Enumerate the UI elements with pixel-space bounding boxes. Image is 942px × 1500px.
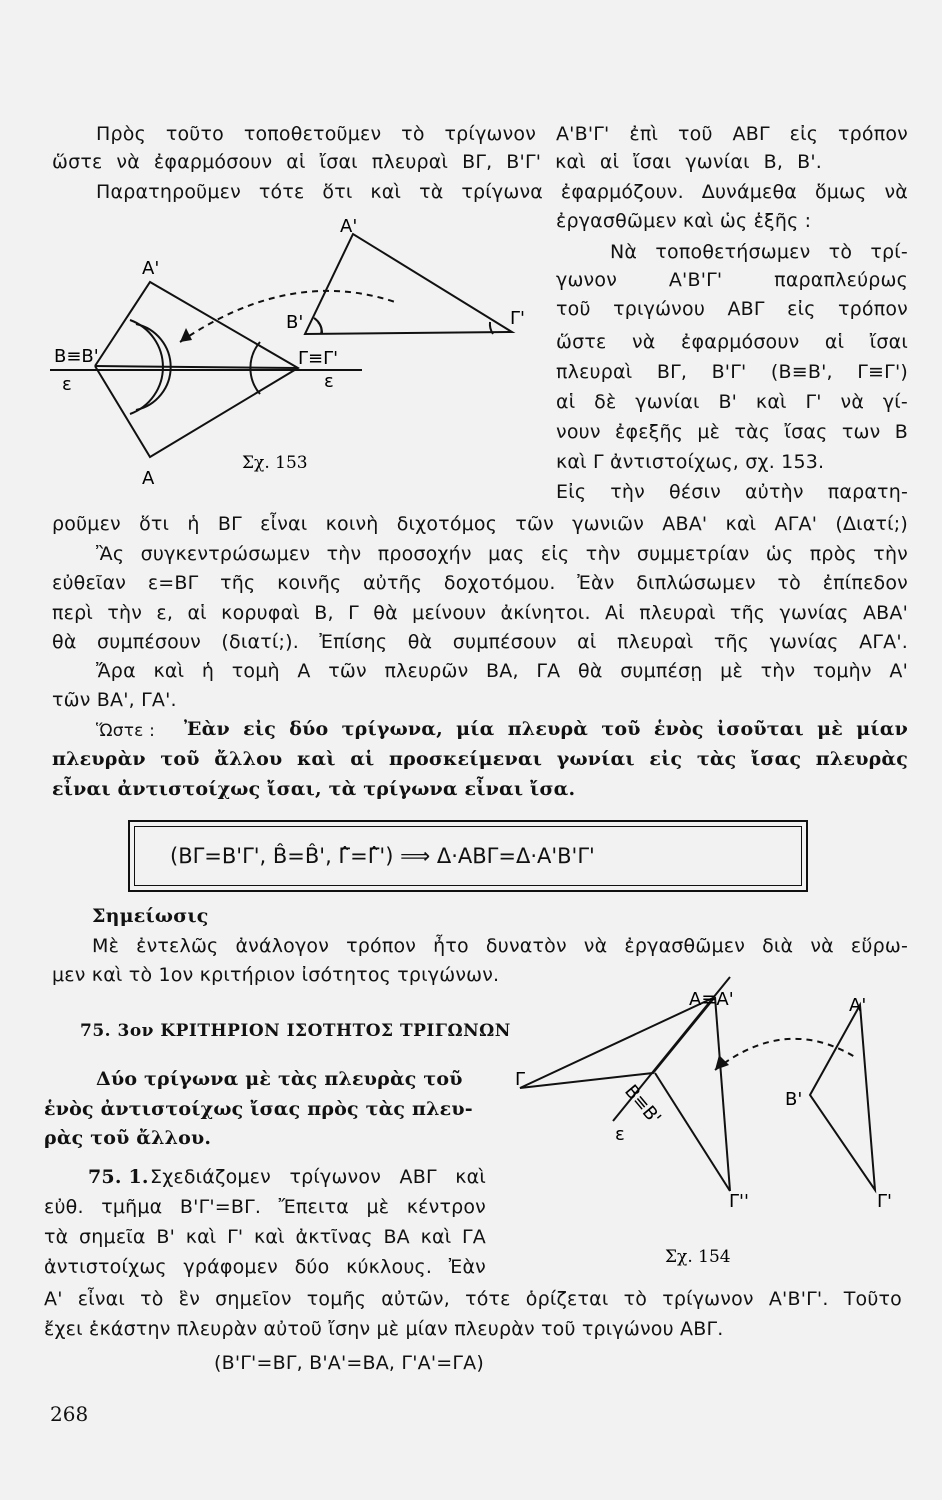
text-line: περὶ τὴν ε, αἱ κορυφαὶ Β, Γ θὰ μείνουν ἀκίνητοι. Αἱ πλευραὶ τῆς γωνίας ΑΒΑ'	[52, 602, 908, 624]
text-line: Νὰ τοποθετήσωμεν τὸ τρί-	[610, 241, 908, 263]
theorem-line: εἶναι ἀντιστοίχως ἴσαι, τὰ τρίγωνα εἶναι ἴσα.	[52, 778, 576, 800]
label-b-equiv: Β≡Β'	[620, 1080, 665, 1129]
label-a-equiv: Α≡Α'	[689, 989, 734, 1010]
proposition-line: ρὰς τοῦ ἄλλου.	[44, 1127, 212, 1149]
text-line: εὐθεῖαν ε=ΒΓ τῆς κοινῆς αὐτῆς δοχοτόμου. Ἐὰν διπλώσωμεν τὸ ἐπίπεδον	[52, 572, 908, 594]
segment-a-g-double	[715, 997, 730, 1191]
label-g-prime: Γ'	[877, 1191, 892, 1212]
text-line: τὰ σημεῖα Β' καὶ Γ' καὶ ἀκτῖνας ΒΑ καὶ ΓΑ	[44, 1226, 486, 1248]
text-line: θὰ συμπέσουν (διατί;). Ἐπίσης θὰ συμπέσουν αἱ πλευραὶ τῆς γωνίας ΑΓΑ'.	[52, 631, 908, 653]
text-line: ὥστε νὰ ἐφαρμόσουν αἱ ἴσαι πλευραὶ ΒΓ, Β'Γ' καὶ αἱ ἴσαι γωνίαι Β, Β'.	[52, 151, 822, 173]
triangle-abc	[520, 997, 715, 1088]
text-line: ὥστε νὰ ἐφαρμόσουν αἱ ἴσαι	[556, 331, 908, 353]
text-line: Ἂς συγκεντρώσωμεν τὴν προσοχήν μας εἰς τὴν συμμετρίαν ὡς πρὸς τὴν	[96, 543, 908, 565]
text-line: Α' εἶναι τὸ ἓν σημεῖον τομῆς αὐτῶν, τότε ὁρίζεται τὸ τρίγωνον Α'Β'Γ'. Τοῦτο	[44, 1288, 902, 1310]
text-line: ἐργασθῶμεν καὶ ὡς ἑξῆς :	[556, 210, 812, 232]
label-e-left: ε	[62, 374, 72, 395]
triangle-a-prime	[810, 1005, 875, 1190]
segment-b-g-double	[655, 1073, 730, 1191]
text-line: γωνον Α'Β'Γ' παραπλεύρως	[556, 269, 908, 291]
label-e-right: ε	[324, 371, 334, 392]
label-a-prime-left: Α'	[142, 258, 160, 279]
note-title: Σημείωσις	[92, 905, 209, 927]
segment-bg	[95, 366, 298, 368]
text-line: Ἄρα καὶ ἡ τομὴ Α τῶν πλευρῶν ΒΑ, ΓΑ θὰ συμπέσῃ μὲ τὴν τομὴν Α'	[96, 660, 908, 682]
angle-arc-b-prime-inner	[318, 322, 322, 334]
text-line: Πρὸς τοῦτο τοποθετοῦμεν τὸ τρίγωνον Α'Β'Γ' ἐπὶ τοῦ ΑΒΓ εἰς τρόπον	[96, 123, 908, 145]
text-line: ἔχει ἑκάστην πλευρὰν αὐτοῦ ἴσην μὲ μίαν πλευρὰν τοῦ τριγώνου ΑΒΓ.	[44, 1318, 724, 1340]
page-number: 268	[50, 1402, 89, 1426]
text-line: αἱ δὲ γωνίαι Β' καὶ Γ' νὰ γί-	[556, 391, 908, 413]
triangle-a-prime	[305, 234, 512, 334]
text-line: πλευραὶ ΒΓ, Β'Γ' (Β≡Β', Γ≡Γ')	[556, 361, 908, 383]
text-line: εὐθ. τμῆμα Β'Γ'=ΒΓ. Ἔπειτα μὲ κέντρον	[44, 1196, 486, 1218]
text-line: ἀντιστοίχως γράφομεν δύο κύκλους. Ἐὰν	[44, 1256, 486, 1278]
figure-caption: Σχ. 153	[242, 453, 308, 473]
section-heading: 75. 3ον ΚΡΙΤΗΡΙΟΝ ΙΣΟΤΗΤΟΣ ΤΡΙΓΩΝΩΝ	[80, 1021, 511, 1041]
proposition-line: ἑνὸς ἀντιστοίχως ἴσας πρὸς τὰς πλευ-	[44, 1098, 473, 1120]
text-line: Εἰς τὴν θέσιν αὐτὴν παρατη-	[556, 481, 908, 503]
text-line: Σχεδιάζομεν τρίγωνον ΑΒΓ καὶ	[150, 1166, 486, 1188]
label-a-prime-top: Α'	[340, 216, 358, 237]
text-line: νουν ἐφεξῆς μὲ τὰς ἴσας των Β	[556, 421, 908, 443]
text-line: καὶ Γ ἀντιστοίχως, σχ. 153.	[556, 451, 825, 473]
label-a-bottom: Α	[142, 468, 155, 489]
label-g: Γ	[515, 1069, 526, 1090]
paragraph-number: 75. 1.	[88, 1166, 149, 1188]
formula-line: (Β'Γ'=ΒΓ, Β'Α'=ΒΑ, Γ'Α'=ΓΑ)	[214, 1352, 484, 1374]
text-line: μεν καὶ τὸ 1ον κριτήριον ἰσότητος τριγώνων.	[52, 964, 500, 986]
summary-formula: (ΒΓ=Β'Γ', B̂=B̂', Γ̂=Γ̂') ⟹ Δ·ΑΒΓ=Δ·Α'Β'Γ'	[170, 844, 595, 868]
label-e: ε	[615, 1124, 625, 1145]
figure-caption: Σχ. 154	[665, 1247, 731, 1267]
text-line: Παρατηροῦμεν τότε ὅτι καὶ τὰ τρίγωνα ἐφαρμόζουν. Δυνάμεθα ὅμως νὰ	[96, 181, 908, 203]
label-b-equiv: Β≡Β'	[54, 346, 99, 367]
text-line: Μὲ ἐντελῶς ἀνάλογον τρόπον ἦτο δυνατὸν νὰ ἐργασθῶμεν διὰ νὰ εὕρω-	[92, 935, 908, 957]
figure-153	[50, 212, 550, 502]
text-line: τῶν ΒΑ', ΓΑ'.	[52, 689, 177, 711]
conclusion-prefix: Ὥστε :	[96, 721, 156, 741]
proposition-line: Δύο τρίγωνα μὲ τὰς πλευρὰς τοῦ	[96, 1068, 463, 1090]
label-g-equiv: Γ≡Γ'	[298, 348, 339, 369]
summary-box	[128, 820, 808, 892]
label-b-prime: Β'	[286, 312, 304, 333]
label-a-prime: Α'	[849, 995, 867, 1016]
theorem-line: Ἐὰν εἰς δύο τρίγωνα, μία πλευρὰ τοῦ ἑνὸς ἰσοῦται μὲ μίαν	[184, 718, 908, 740]
text-line: τοῦ τριγώνου ΑΒΓ εἰς τρόπον	[556, 298, 908, 320]
label-g-prime: Γ'	[510, 308, 525, 329]
label-g-double: Γ''	[729, 1191, 749, 1212]
label-b-prime: Β'	[785, 1089, 803, 1110]
text-line: ροῦμεν ὅτι ἡ ΒΓ εἶναι κοινὴ διχοτόμος τῶν γωνιῶν ΑΒΑ' καὶ ΑΓΑ' (Διατί;)	[52, 513, 908, 535]
rotation-arrow	[715, 1039, 855, 1070]
theorem-line: πλευρὰν τοῦ ἄλλου καὶ αἱ προσκείμεναι γωνίαι εἰς τὰς ἴσας πλευρὰς	[52, 748, 908, 770]
figure-154	[505, 975, 925, 1275]
